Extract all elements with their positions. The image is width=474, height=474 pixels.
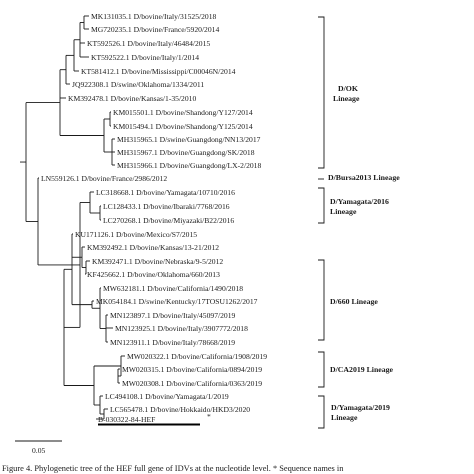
- leaf-label: MH315967.1 D/bovine/Guangdong/SK/2018: [117, 148, 255, 157]
- bracket-ca2019: [318, 352, 324, 387]
- leaf-label: LN559126.1 D/bovine/France/2986/2012: [41, 174, 168, 183]
- bracket-660: [318, 260, 324, 340]
- leaf-label: MK131035.1 D/bovine/Italy/31525/2018: [91, 12, 217, 21]
- bracket-dok: [318, 17, 324, 168]
- leaf-label: MH315966.1 D/bovine/Guangdong/LX-2/2018: [117, 161, 262, 170]
- leaf-label: MW020315.1 D/bovine/California/0894/2019: [122, 365, 263, 374]
- leaf-label: KM015494.1 D/bovine/Shandong/Y125/2014: [113, 122, 253, 131]
- leaf-label: LC565478.1 D/bovine/Hokkaido/HKD3/2020: [110, 405, 251, 414]
- bracket-yam2016: [318, 188, 324, 223]
- leaf-label: KT581412.1 D/bovine/Mississippi/C00046N/2014: [81, 67, 236, 76]
- leaf-label: LC494108.1 D/bovine/Yamagata/1/2019: [105, 392, 229, 401]
- leaf-label: KM392471.1 D/bovine/Nebraska/9-5/2012: [92, 257, 224, 266]
- clade-brackets: [318, 17, 324, 428]
- leaf-label: KT592522.1 D/bovine/Italy/1/2014: [91, 53, 199, 62]
- figure-caption: Figure 4. Phylogenetic tree of the HEF full gene of IDVs at the nucleotide level. * Sequence names in: [2, 464, 344, 473]
- query-marker: *: [207, 412, 211, 421]
- clade-label-660: D/660 Lineage: [330, 297, 378, 306]
- leaf-label: KF425662.1 D/bovine/Oklahoma/660/2013: [87, 270, 220, 279]
- leaf-label: KU171126.1 D/bovine/Mexico/S7/2015: [75, 230, 198, 239]
- leaf-label: MH315965.1 D/swine/Guangdong/NN13/2017: [117, 135, 261, 144]
- leaf-label: MW020308.1 D/bovine/California/0363/2019: [122, 379, 263, 388]
- clade-label-yam2016-2: Lineage: [330, 207, 357, 216]
- clade-label-yam2016: D/Yamagata/2016: [330, 197, 389, 206]
- clade-label-ca2019: D/CA2019 Lineage: [330, 365, 394, 374]
- leaf-label: KM392492.1 D/bovine/Kansas/13-21/2012: [87, 243, 220, 252]
- leaf-label: LC128433.1 D/bovine/Ibaraki/7768/2016: [103, 202, 230, 211]
- clade-label-dok-2: Lineage: [333, 94, 360, 103]
- leaf-label: MW632181.1 D/bovine/California/1490/2018: [103, 284, 244, 293]
- leaf-label: JQ922308.1 D/swine/Oklahoma/1334/2011: [72, 80, 205, 89]
- leaf-labels: [41, 12, 267, 424]
- leaf-label: MW020322.1 D/bovine/California/1908/2019: [127, 352, 268, 361]
- scale-label: 0.05: [32, 446, 46, 455]
- leaf-label: MK054184.1 D/swine/Kentucky/17TOSU1262/2017: [96, 297, 258, 306]
- clade-label-yam2019: D/Yamagata/2019: [331, 403, 390, 412]
- leaf-label: LC270268.1 D/bovine/Miyazaki/B22/2016: [103, 216, 235, 225]
- leaf-label: MN123911.1 D/bovine/Italy/78668/2019: [110, 338, 236, 347]
- bracket-yam2019: [318, 396, 324, 428]
- leaf-label: B-030322-84-HEF: [98, 415, 156, 424]
- clade-label-dok: D/OK: [338, 84, 358, 93]
- leaf-label: MG720235.1 D/bovine/France/5920/2014: [91, 25, 220, 34]
- leaf-label: KM392478.1 D/bovine/Kansas/1-35/2010: [68, 94, 197, 103]
- leaf-label: KM015501.1 D/bovine/Shandong/Y127/2014: [113, 108, 253, 117]
- leaf-label: MN123925.1 D/bovine/Italy/3907772/2018: [115, 324, 248, 333]
- leaf-label: MN123897.1 D/bovine/Italy/45097/2019: [110, 311, 236, 320]
- clade-label-yam2019-2: Lineage: [331, 413, 358, 422]
- clade-label-bursa: D/Bursa2013 Lineage: [328, 173, 400, 182]
- leaf-label: LC318668.1 D/bovine/Yamagata/10710/2016: [96, 188, 235, 197]
- leaf-label: KT592526.1 D/bovine/Italy/46484/2015: [87, 39, 211, 48]
